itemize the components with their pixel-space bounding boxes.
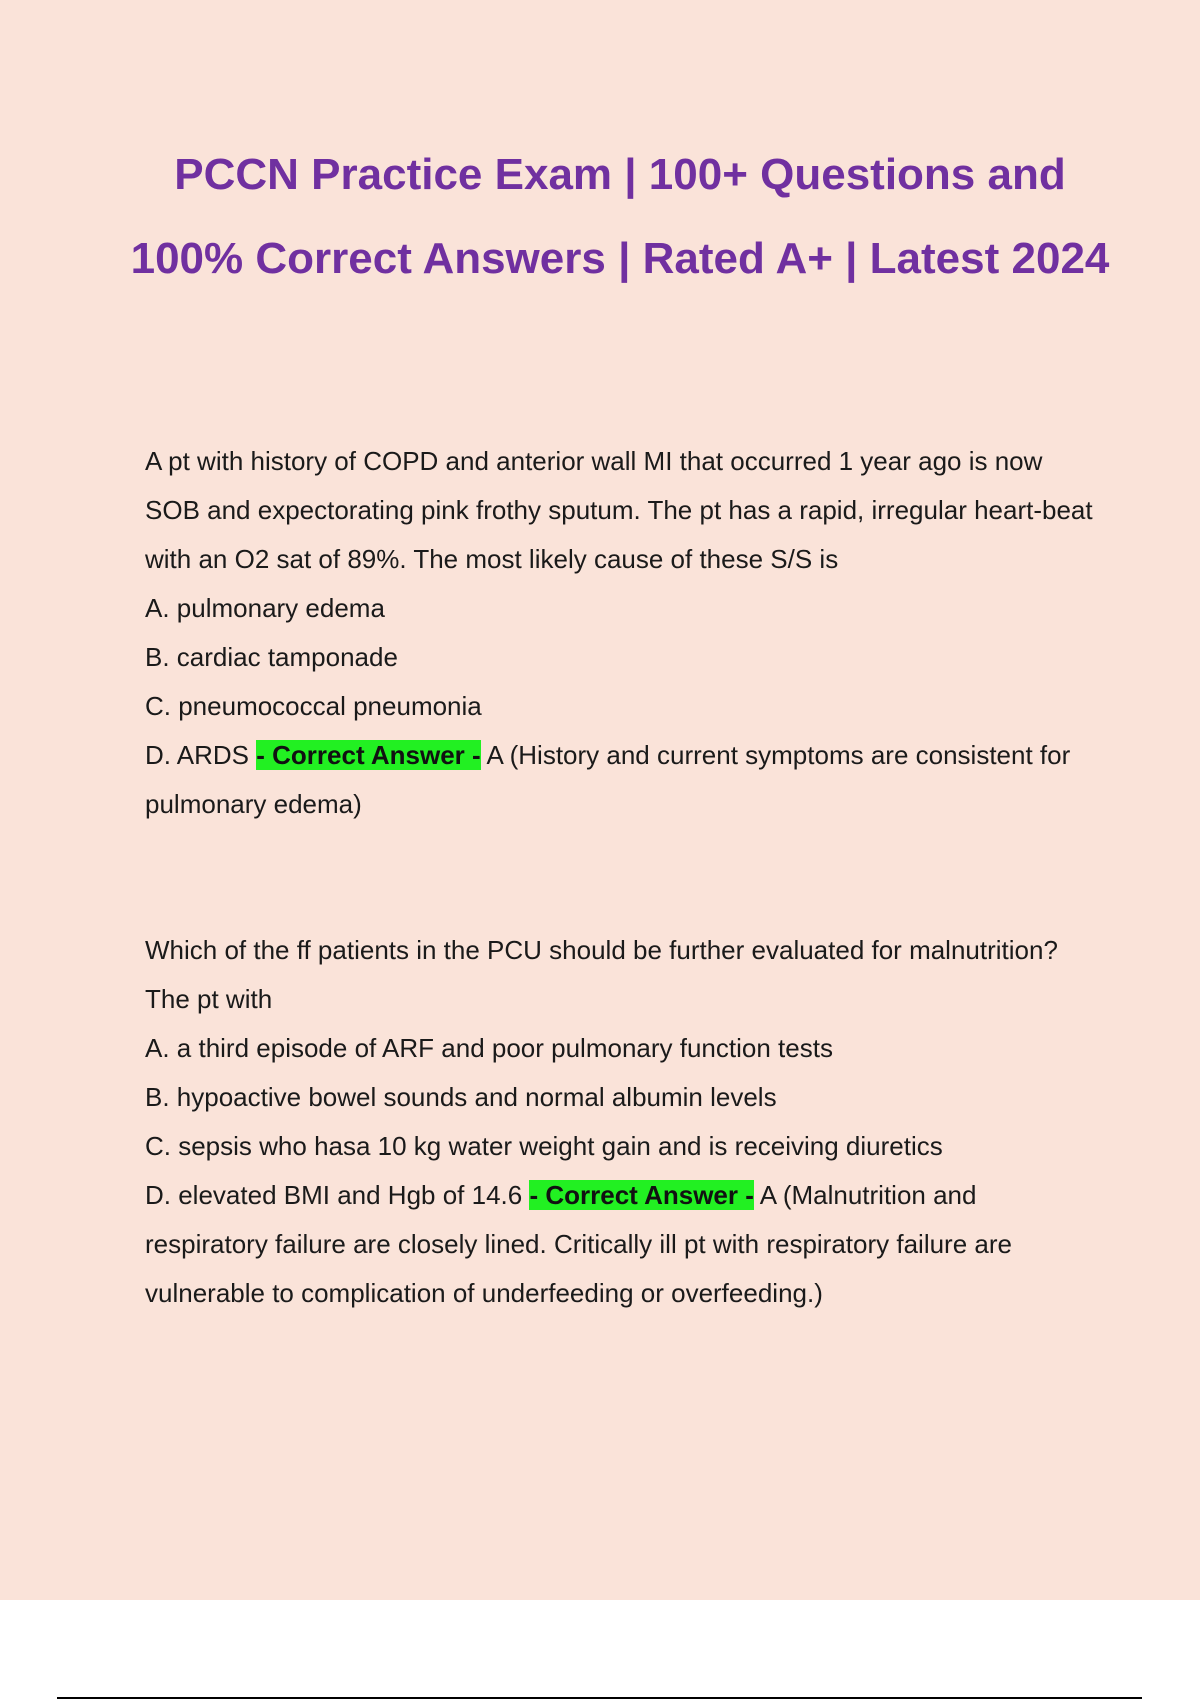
answer-explanation: A (Malnutrition and respiratory failure are closely lined. Critically ill pt with respiratory failure are vulnerable to complication of underfeeding or overfeeding.)	[145, 1180, 1012, 1308]
question-stem: Which of the ff patients in the PCU should be further evaluated for malnutrition? The pt with	[145, 935, 1058, 1014]
option-c: C. sepsis who hasa 10 kg water weight gain and is receiving diuretics	[145, 1131, 943, 1161]
option-d-with-answer	[145, 731, 1095, 829]
question-2	[145, 926, 1095, 1318]
option-d: D. elevated BMI and Hgb of 14.6	[145, 1180, 523, 1210]
correct-answer-highlight: - Correct Answer -	[256, 740, 481, 770]
option-b: B. cardiac tamponade	[145, 642, 398, 672]
option-b: B. hypoactive bowel sounds and normal albumin levels	[145, 1082, 777, 1112]
question-1	[145, 437, 1095, 829]
question-stem: A pt with history of COPD and anterior wall MI that occurred 1 year ago is now SOB and expectorating pink frothy sputum. The pt has a rapid, irregular heart-beat with an O2 sat of 89%. The most likely cause of these S/S is	[145, 446, 1093, 574]
answer-explanation: A (History and current symptoms are consistent for pulmonary edema)	[145, 740, 1071, 819]
option-d: D. ARDS	[145, 740, 250, 770]
option-a: A. a third episode of ARF and poor pulmonary function tests	[145, 1033, 833, 1063]
option-c: C. pneumococcal pneumonia	[145, 691, 482, 721]
option-d-with-answer	[145, 1171, 1095, 1318]
option-a: A. pulmonary edema	[145, 593, 385, 623]
document-title: PCCN Practice Exam | 100+ Questions and 100% Correct Answers | Rated A+ | Latest 2024	[130, 150, 1110, 283]
correct-answer-highlight: - Correct Answer -	[529, 1180, 754, 1210]
footer-divider	[57, 1697, 1142, 1699]
